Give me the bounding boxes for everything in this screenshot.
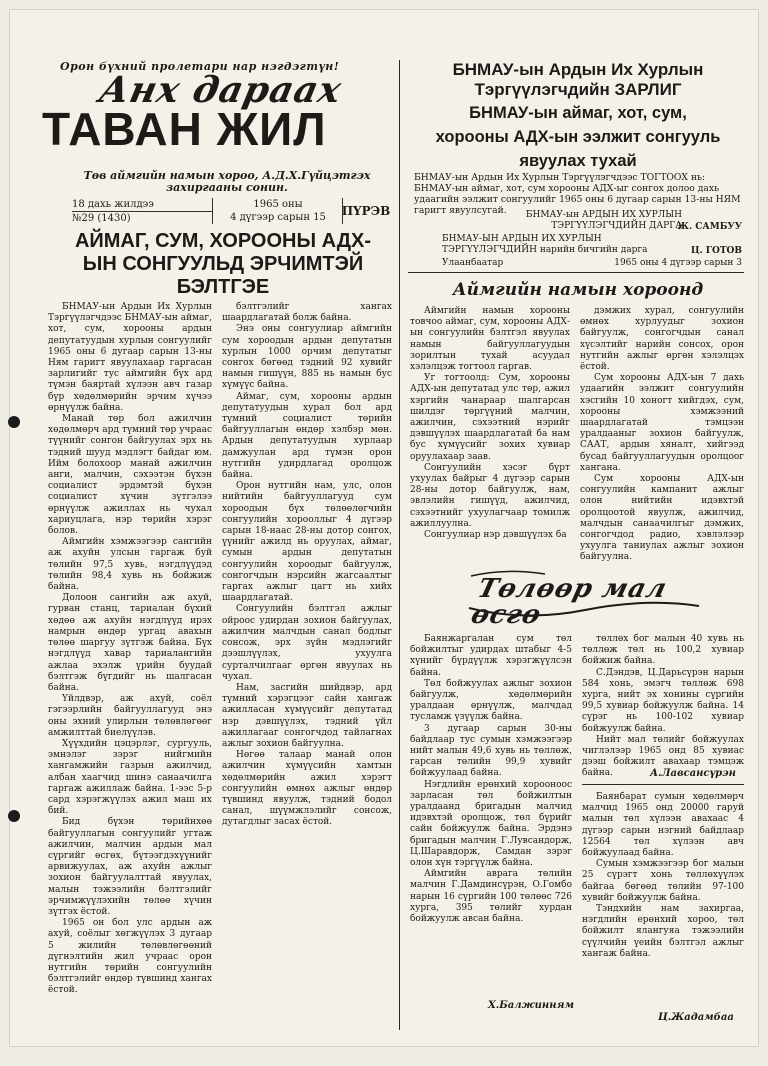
newspaper-title: ТАВАН ЖИЛ bbox=[42, 103, 327, 155]
paragraph: Сонгуулийн бэлтгэл ажлыг ойроос удирдан зохион байгуулах, ажилчин малчдын санал бодлыг сонсож, эрх зүйн мэдлэгийг дээшлүүлэх, ухуулга сурталчилгааг өргөн явуулах нь чухал. bbox=[222, 604, 392, 682]
aimag-column-right bbox=[580, 306, 744, 563]
paragraph: Сонгуулиар нэр дэвшүүлэх ба bbox=[424, 530, 567, 541]
paragraph: Аймаг, сум, хорооны ардын депутатуудын хурал бол ард түмний социалист төрийн байгууллагын өндөр хэлбэр мөн. Ардын депутатуудын хурлаар дамжуулан ард түмэн орон нутгийн удирдлагад оролцож байна. bbox=[222, 391, 392, 481]
main-headline: АЙМАГ, СУМ, ХОРООНЫ АДХ-ЫН СОНГУУЛЬД ЭРЧИМТЭЙ БЭЛТГЭЕ bbox=[74, 230, 372, 298]
decree-header bbox=[408, 60, 748, 172]
newspaper-page bbox=[10, 10, 758, 1046]
tolov-column-right-2 bbox=[582, 792, 744, 1006]
author-signature: Ц.Жадамбаа bbox=[658, 1012, 734, 1023]
decree-head2: хорооны АДХ-ын ээлжит сонгууль bbox=[435, 128, 721, 146]
paragraph: Сонгуулийн хэсэг бүрт ухуулах байрыг 4 дүгээр сарын 28-ны дотор байгуулж, нам, эвлэлийн гишүүд, ажилчид, сэхээтнийг ухуулагчаар томилж ажиллуулна. bbox=[410, 462, 570, 529]
paragraph: Хүүхдийн цэцэрлэг, сургууль, эмнэлэг зэрэг нийгмийн хангамжийн газрын ажилчид, албан хаагчид шинэ санаачилга гаргаж ажиллаж байна. 1-ээс 5-р сард хэрэгжүүлэх ажил маш их бий. bbox=[48, 738, 212, 817]
article-column-1 bbox=[48, 302, 212, 1030]
paragraph: Аймгийн аврага төлийн малчин Г.Дамдинсүрэн, О.Гомбо нарын 16 сүргийн 100 төлөөс 726 хурга, 395 төлийг хурдан бойжуулж авсан байна. bbox=[410, 869, 572, 925]
paragraph: Нөгөө талаар манай олон ажилчин хүмүүсийн хамтын хөдөлмөрийн ажил хэрэгт сонгуулийн өмнөх ажлыг өндөр түвшинд явуулж, тэдний бодол санал, шүүмжлэлийг сонсож, дутагдлыг засах ёстой. bbox=[222, 750, 392, 828]
decree-line1: БНМАУ-ын Ардын Их Хурлын bbox=[452, 60, 704, 79]
paragraph: Манай төр бол ажилчин хөдөлмөрч ард түмний төр учраас түүнийг сонгон байгуулах эрх нь тэдний шууд мэдлэгт байдаг юм. Ийм болохоор манай ажилчин анги, малчин, сэхээтэн бүхэн социалист эрдэмтэй бүхэн социалист хүчин зүтгэлээ өрнүүлж ажиллах нь чухал хариуцлага, нэр төрийн хэрэг болов. bbox=[48, 414, 212, 537]
paragraph: Долоон сангийн аж ахуй, гурван станц, тариалан бүхий хөдөө аж ахуйн нэгдлүүд ирэх намрын өндөр ургац авахын төлөө шаргуу зүтгэж байна. Бүх нэгдлүүд хавар тариалангийн ажлаа эхэлж үрийн буудай бэлтгэж бүгдийг нь шалгасан байна. bbox=[48, 593, 212, 693]
paragraph: Бид бүхэн төрийнхөө байгууллагын сонгуулийг угтаж ажилчин, малчин ардын мал сүргийг өсгөх, бүтээгдэхүүнийг арвижуулах, аж ахуйн ажлыг зохион байгуулалттай явуулах, малын тэжээлийн бэлтгэлийг эрчимжүүлэхийн төлөө хүчин зүтгэх ёстой. bbox=[48, 817, 212, 917]
aimag-column-left bbox=[410, 306, 570, 556]
tolov-column-left bbox=[410, 634, 572, 1030]
decree-signature-1: БНМАУ-ын АРДЫН ИХ ХУРЛЫН ТЭРГҮҮЛЭГЧДИЙН ДАРГА bbox=[525, 210, 682, 231]
decree-head1: БНМАУ-ын аймаг, хот, сум, bbox=[469, 104, 687, 122]
paragraph: Сумын хэмжээгээр бог малын 25 сүрэгт хонь төллөхүүлэх байгаа бөгөөд төлийн 97-100 хувийг бойжуулж байна. bbox=[582, 859, 744, 903]
publisher-subtitle: Төв аймгийн намын хороо, А.Д.Х.Гүйцэтгэх захиргааны сонин. bbox=[83, 169, 371, 194]
paragraph: 1965 он бол улс ардын аж ахуй, соёлыг хөгжүүлэх 3 дугаар 5 жилийн төлөвлөгөөний дүгнэлтийн жил учраас орон нутгийн төрийн сонгуулийн бэлтгэлийг өндөр түвшинд хангах ёстой. bbox=[48, 918, 212, 996]
paragraph: Төл бойжуулах ажлыг зохион байгуулж, хөдөлмөрийн уралдаан өрнүүлж, малчдад тусламж үзүүлж байна. bbox=[410, 678, 572, 723]
paragraph: Орон нутгийн нам, улс, олон нийтийн байгууллагууд сум хороодын бүх төлөөлөгчийн сонгуулийн хорооллыг 4 дүгээр сарын 18-наас 28-ны дотор сонгох, үүнийг ажилд нь оруулах, аймаг, сумын ардын депутатын сонгуулийн хороодыг байгуулж, сонгогчдын нэрсийн жагсаалтыг гаргах ажлыг цагт нь хийх шаардлагатай. bbox=[222, 481, 392, 604]
paragraph: Нийт мал төлийг бойжуулах чиглэлээр 1965 онд 85 хувиас дээш бойжилт авахаар тэмцэж байна. bbox=[582, 734, 744, 779]
section-divider bbox=[582, 784, 744, 785]
paragraph: Нэгдлийн ерөнхий хорооноос зарласан төл бойжилтын уралдаанд бригадын малчид идэвхтэй оролцож, төл бүрийг сайн бойжуулж байна. Эрдэнэ бригадын малчин Г.Лувсандорж, Ц.Шаравдорж, Самдан зэрэг олон хүн тэргүүлж байна. bbox=[410, 779, 572, 869]
decree-signature-2: БНМАУ-ЫН АРДЫН ИХ ХУРЛЫН ТЭРГҮҮЛЭГЧДИЙН нарийн бичгийн дарга bbox=[442, 234, 648, 255]
issue-date bbox=[212, 198, 343, 224]
tolov-title: Төлөөр мал өсгө bbox=[468, 574, 671, 630]
motto: Орон бүхний пролетари нар нэгдэгтүн! bbox=[60, 60, 340, 73]
aimag-section-title: Аймгийн намын хороонд bbox=[452, 280, 704, 300]
issue-number: №29 (1430) bbox=[72, 213, 131, 224]
paragraph: дэмжих хурал, сонгуулийн өмнөх хурлуудыг зохион байгуулж, сонгогчдын санал хүсэлтийг нарийн сонсох, орон нутгийн ажлыг өргөн хэлэлцэх ёстой. bbox=[580, 306, 744, 373]
column-divider bbox=[399, 60, 400, 1030]
paragraph: Аймгийн хэмжээгээр сангийн аж ахуйн улсын гаргаж буй төлийн 97,5 хувь, нэгдлүүдэд төлийн 98,4 хувь нь бойжиж байна. bbox=[48, 537, 212, 593]
decree-date: 1965 оны 4 дүгээр сарын 3 bbox=[614, 258, 742, 268]
section-divider bbox=[408, 272, 744, 273]
article-column-2 bbox=[222, 302, 392, 1030]
paragraph: Баянжаргалан сум төл бойжилтыг удирдах штабыг 4-5 хүнийг бүрдүүлж хэрэгжүүлсэн байна. bbox=[410, 634, 572, 678]
decree-signature-2-name: Ц. ГОТОВ bbox=[690, 246, 742, 256]
decree-text: БНМАУ-ын Ардын Их Хурлын Тэргүүлэгчдээс ТОГТООХ нь: БНМАУ-ын аймаг, хот, сум хорооны АДХ-ыг сонгох долоо дахь удаагийн ээлжит сонгуулийг 1965 оны 6 дугаар сарын 13-ны НЯМ гаригт явуулсугай. bbox=[414, 172, 741, 216]
decree-head3: явуулах тухай bbox=[519, 152, 637, 170]
paragraph: Үйлдвэр, аж ахуй, соёл гэгээрлийн байгууллагууд энэ оны эхний улирлын төлөвлөгөөг амжилттай биелүүлэв. bbox=[48, 694, 212, 738]
paragraph: Уг тогтоолд: Сум, хорооны АДХ-ын депутатад улс төр, ажил хэргийн чанараар шалгарсан шилдэг төргүүний малчин, ажилчин, сэхээтний нэрийг дэвшүүлэх шаардлагатай ба нам бус хүмүүсийг зохих хувиар оруулахаар заав. bbox=[410, 373, 570, 462]
tolov-banner bbox=[465, 566, 703, 630]
issue-weekday: ПҮРЭВ bbox=[342, 198, 389, 224]
paragraph: БНМАУ-ын Ардын Их Хурлын Тэргүүлэгчдээс БНМАУ-ын аймаг, хот, сум, хорооны ардын депутатуудын хурлын сонгуулийг 1965 оны 6 дугаар сарын 13-ны Ням гаригт явуулахаар гаргасан зарлигийг тус аймгийн бүх ард түмэн баяртай хүлээн авч газар бүр хөдөлмөрийн эрчим хүчээ өрнүүлж байна. bbox=[48, 302, 213, 413]
binding-hole bbox=[8, 416, 20, 428]
brand-script: Анх дараах bbox=[95, 69, 346, 111]
decree-signature-1-name: Ж. САМБУУ bbox=[677, 222, 742, 232]
paragraph: 3 дугаар сарын 30-ны байдлаар тус сумын хэмжээгээр нийт малын 49,6 хувь нь төллөж, гарсан төлийн 99,9 хувийг бойжуулаад байна. bbox=[410, 723, 572, 779]
paragraph: Сум хорооны АДХ-ын сонгуулийн кампанит ажлыг олон нийтийн идэвхтэй оролцоотой явуулж, ажилчид, малчдын санаачилгыг дэмжих, сонгогчдод радио, хэвлэлээр ухуулга таниулах ажлыг зохион байгуулна. bbox=[580, 474, 744, 563]
paragraph: Баянбарат сумын хөдөлмөрч малчид 1965 онд 20000 гаруй малын төл хүлээн авахаас 4 дүгээр сарын нэгний байдлаар 12564 төл хүлээн авч бойжуулаад байна. bbox=[582, 792, 744, 859]
paragraph: төллөх бог малын 40 хувь нь төллөж төл нь 100,2 хувиар бойжиж байна. bbox=[582, 634, 744, 667]
issue-date-line1: 1965 оны bbox=[253, 199, 303, 210]
author-signature: А.Лавсансүрэн bbox=[650, 768, 736, 779]
masthead bbox=[42, 52, 372, 192]
issue-year: 18 дахь жилдээ bbox=[72, 198, 212, 212]
paragraph: Энэ оны сонгуулиар аймгийн сум хороодын ардын депутатын хурлын 1000 орчим депутатыг сонгох бөгөөд тэдний 92 хувийг намын гишүүн, 885 нь намын бус хүмүүс байна. bbox=[222, 324, 392, 391]
decree-place: Улаанбаатар bbox=[442, 258, 504, 268]
brand-logo bbox=[42, 69, 372, 155]
paragraph: Нам, засгийн шийдвэр, ард түмний хэрэгцээг сайн хангаж ажилласан хүмүүсийг депутатад нэр дэвшүүлэх, тэдний үйл ажиллагааг сонгогчдод тайлагнах ажлыг зохион байгуулна. bbox=[222, 682, 392, 749]
paragraph: бэлтгэлийг хангах шаардлагатай болж байна. bbox=[222, 302, 392, 324]
issue-date-line2: 4 дүгээр сарын 15 bbox=[230, 212, 326, 223]
paragraph: Сум хорооны АДХ-ын 7 дахь удаагийн ээлжит сонгуулийн хэсгийн 10 хоногт хийгдэх, сум, хорооны хэмжээний шаардлагатай тэмцээн уралдааныг зохион байгуулж, СААТ, ардын хяналт, хийгээд бусад байгууллагуудын оролцоог хангана. bbox=[580, 373, 744, 473]
issue-info bbox=[72, 198, 391, 228]
author-signature: Х.Балжинням bbox=[488, 1000, 574, 1011]
paragraph: Аймгийн намын хорооны товчоо аймаг, сум, хорооны АДХ-ын сонгуулийн бэлтгэл явуулах намын байгууллагуудын зорилтын тухай асуудал хэлэлцэж тогтоол гаргав. bbox=[410, 306, 570, 373]
paragraph: С.Дэндэв, Ц.Дарьсүрэн нарын 584 хонь, эмэгч төллөж 698 хурга, нийт эх хонины сүргийн 99,5 хувиар бойжуулж байна. 14 сүрэг нь 100-102 хувиар бойжуулж байна. bbox=[582, 667, 744, 734]
decree-line2: Тэргүүлэгчдийн ЗАРЛИГ bbox=[474, 80, 682, 99]
binding-hole bbox=[8, 810, 20, 822]
paragraph: Тэндхийн нам захиргаа, нэгдлийн ерөнхий хороо, төл бойжилт ялангуяа тэжээлийн сүүлчийн үеийн бэлтгэл ажлыг хангаж байна. bbox=[582, 904, 744, 959]
